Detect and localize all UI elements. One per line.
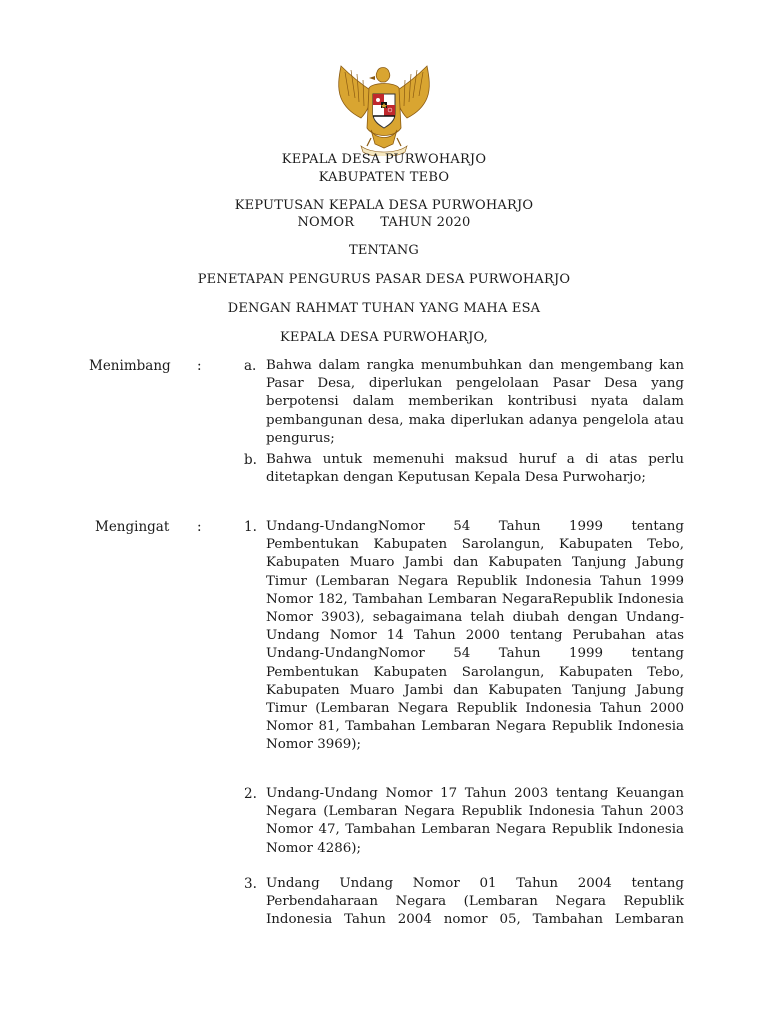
decree-title: KEPUTUSAN KEPALA DESA PURWOHARJO <box>234 198 534 213</box>
mengingat-colon: : <box>197 519 202 535</box>
decree-subject: PENETAPAN PENGURUS PASAR DESA PURWOHARJO <box>197 272 571 287</box>
mengingat-marker-3: 3. <box>244 876 257 892</box>
menimbang-marker-a: a. <box>244 358 257 374</box>
invocation: DENGAN RAHMAT TUHAN YANG MAHA ESA <box>227 301 541 316</box>
menimbang-colon: : <box>197 358 202 374</box>
menimbang-item-b: Bahwa untuk memenuhi maksud huruf a di atas perlu ditetapkan dengan Keputusan Kepala Desa Purwoharjo; <box>266 452 684 486</box>
mengingat-marker-2: 2. <box>244 786 257 802</box>
decree-number: NOMOR TAHUN 2020 <box>297 215 471 230</box>
header-regency: KABUPATEN TEBO <box>318 170 450 185</box>
mengingat-marker-1: 1. <box>244 519 257 535</box>
mengingat-item-3: Undang Undang Nomor 01 Tahun 2004 tentang Perbendaharaan Negara (Lembaran Negara Republik Indonesia Tahun 2004 nomor 05, Tambahan Lembaran <box>266 876 684 928</box>
garuda-emblem-icon <box>331 62 437 156</box>
menimbang-item-a: Bahwa dalam rangka menumbuhkan dan mengembang kan Pasar Desa, diperlukan pengelolaan Pasar Desa yang berpotensi dalam memberikan kontribusi nyata dalam pembangunan desa, maka diperlukan adanya pengelola atau pengurus; <box>266 358 684 446</box>
mengingat-item-2: Undang-Undang Nomor 17 Tahun 2003 tentang Keuangan Negara (Lembaran Negara Republik Indonesia Tahun 2003 Nomor 47, Tambahan Lembaran Negara Republik Indonesia Nomor 4286); <box>266 786 684 856</box>
header-village-head: KEPALA DESA PURWOHARJO <box>281 152 487 167</box>
mengingat-item-1: Undang-UndangNomor 54 Tahun 1999 tentang Pembentukan Kabupaten Sarolangun, Kabupaten Tebo, Kabupaten Muaro Jambi dan Kabupaten Tanjung Jabung Timur (Lembaran Negara Republik Indonesia Tahun 1999 Nomor 182, Tambahan Lembaran NegaraRepublik Indonesia Nomor 3903), sebagaimana telah diubah dengan Undang-Undang Nomor 14 Tahun 2000 tentang Perubahan atas Undang-UndangNomor 54 Tahun 1999 tentang Pembentukan Kabupaten Sarolangun, Kabupaten Tebo, Kabupaten Muaro Jambi dan Kabupaten Tanjung Jabung Timur (Lembaran Negara Republik Indonesia Tahun 2000 Nomor 81, Tambahan Lembaran Negara Republik Indonesia Nomor 3969); <box>266 519 684 753</box>
issuer: KEPALA DESA PURWOHARJO, <box>280 330 488 345</box>
menimbang-marker-b: b. <box>244 452 257 468</box>
mengingat-label: Mengingat <box>95 519 170 535</box>
menimbang-label: Menimbang <box>89 358 171 374</box>
decree-about-label: TENTANG <box>348 243 420 258</box>
